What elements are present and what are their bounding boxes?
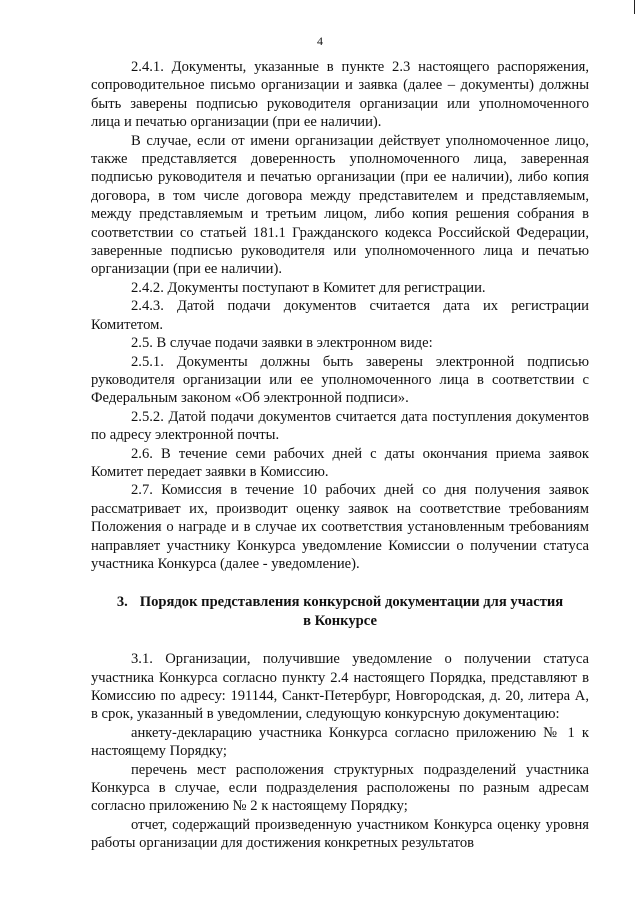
paragraph-2-4-1: 2.4.1. Документы, указанные в пункте 2.3 настоящего распоряжения, сопроводительное письмо организации и заявка (далее – документы) должны быть заверены подписью руководителя организации или уполномоченного лица и печатью организации (при ее наличии). (91, 59, 589, 131)
paragraph-2-7: 2.7. Комиссия в течение 10 рабочих дней со дня получения заявок рассматривает их, производит оценку заявок на соответствие требованиям Положения о награде и в случае их соответствия установленным требованиям направляет участнику Конкурса уведомление Комиссии о получении статуса участника Конкурса (далее - уведомление). (91, 482, 589, 572)
section-title-line1: Порядок представления конкурсной документации для участия (139, 594, 564, 611)
document-body (91, 58, 589, 853)
list-item-declaration: анкету-декларацию участника Конкурса согласно приложению № 1 к настоящему Порядку; (91, 724, 589, 760)
paragraph-2-5-1: 2.5.1. Документы должны быть заверены электронной подписью руководителя организации или ее уполномоченного лица в соответствии с Федеральным законом «Об электронной подписи». (91, 353, 589, 407)
list-item-locations: перечень мест расположения структурных подразделений участника Конкурса в случае, если подразделения расположены по разным адресам согласно приложению № 2 к настоящему Порядку; (91, 761, 589, 815)
page-number: 4 (317, 34, 323, 48)
paragraph-3-1: 3.1. Организации, получившие уведомление о получении статуса участника Конкурса согласно пункту 2.4 настоящего Порядка, представляют в Комиссию по адресу: 191144, Санкт-Петербург, Новгородская, д. 20, литера А, в срок, указанный в уведомлении, следующую конкурсную документацию: (91, 651, 589, 723)
paragraph-2-5-2: 2.5.2. Датой подачи документов считается дата поступления документов по адресу электронной почты. (91, 408, 589, 444)
paragraph-2-5: 2.5. В случае подачи заявки в электронном виде: (131, 335, 433, 352)
paragraph-2-6: 2.6. В течение семи рабочих дней с даты окончания приема заявок Комитет передает заявки в Комиссию. (91, 445, 589, 480)
paragraph-authorized-person: В случае, если от имени организации действует уполномоченное лицо, также представляется доверенность уполномоченного лица, заверенная подписью руководителя и печатью организации (при ее наличии), либо копия договора, в том числе договора между представителем и представляемым, между представляемым и третьим лицом, либо копия решения собрания в соответствии со статьей 181.1 Гражданского кодекса Российской Федерации, заверенные подписью руководителя или уполномоченного лица и печатью организации (при ее наличии). (91, 132, 589, 278)
page-edge-mark (634, 0, 635, 14)
section-number: 3. (116, 594, 128, 611)
paragraph-2-4-3: 2.4.3. Датой подачи документов считается дата их регистрации Комитетом. (91, 298, 589, 333)
paragraph-2-4-2: 2.4.2. Документы поступают в Комитет для регистрации. (131, 279, 486, 296)
section-3-title (91, 593, 589, 630)
list-item-report: отчет, содержащий произведенную участником Конкурса оценку уровня работы организации для достижения конкретных результатов (91, 816, 589, 852)
section-title-line2: в Конкурсе (303, 612, 377, 629)
